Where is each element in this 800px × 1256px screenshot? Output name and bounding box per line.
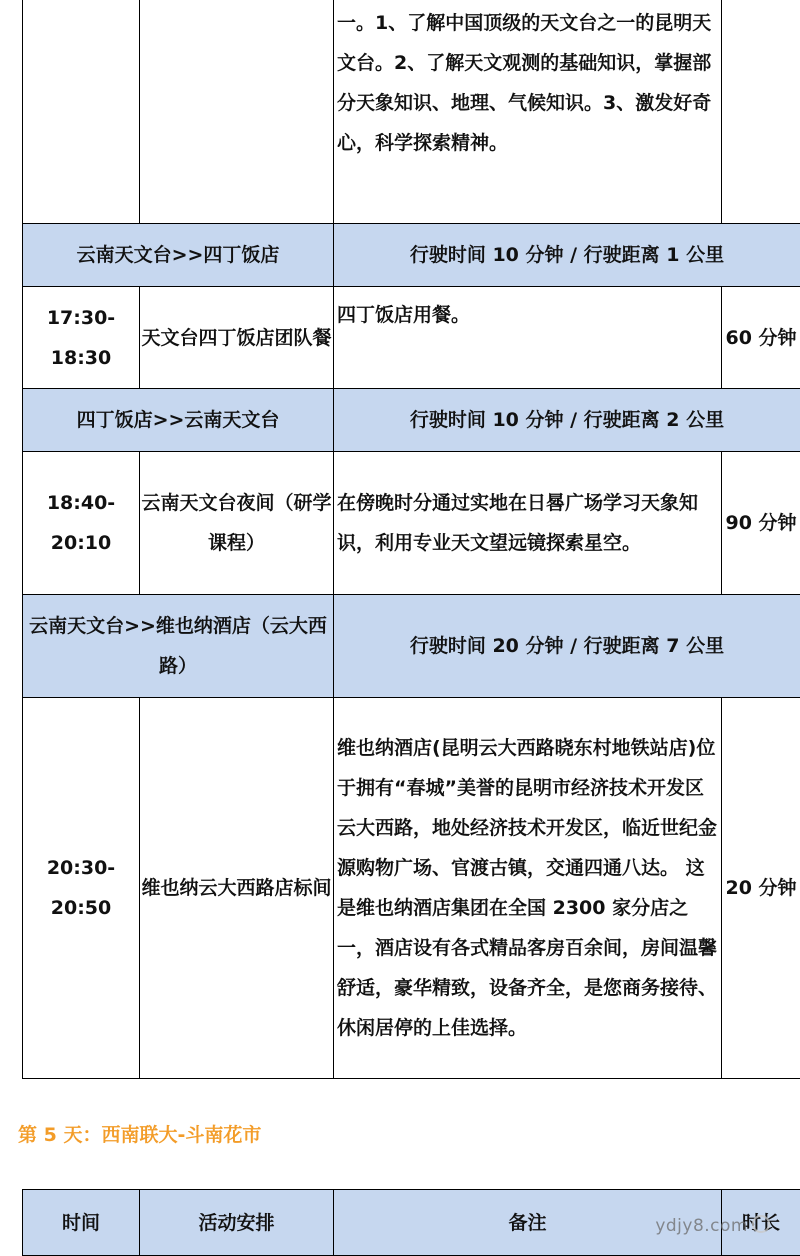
time-cell: 17:30-18:30 <box>23 287 140 389</box>
table-row <box>23 452 800 595</box>
activity-cell: 天文台四丁饭店团队餐 <box>140 287 334 389</box>
activity-cell: 云南天文台夜间（研学课程） <box>140 452 334 595</box>
header-time: 时间 <box>23 1190 140 1256</box>
duration-cell: 90 分钟 <box>722 452 800 595</box>
watermark <box>655 1215 770 1236</box>
transfer-info: 行驶时间 10 分钟 / 行驶距离 1 公里 <box>334 224 800 287</box>
table-row <box>23 287 800 389</box>
duration-cell <box>722 0 800 224</box>
transfer-row <box>23 595 800 698</box>
header-notes: 备注 <box>334 1190 722 1256</box>
table-row <box>23 698 800 1079</box>
header-duration: 时长 <box>722 1190 800 1256</box>
activity-cell: 维也纳云大西路店标间 <box>140 698 334 1079</box>
time-cell: 18:40-20:10 <box>23 452 140 595</box>
itinerary-table <box>22 0 800 1079</box>
transfer-info: 行驶时间 20 分钟 / 行驶距离 7 公里 <box>334 595 800 698</box>
activity-cell <box>140 0 334 224</box>
time-cell: 20:30-20:50 <box>23 698 140 1079</box>
watermark-text: ydjy8.com <box>655 1216 748 1236</box>
globe-icon <box>752 1215 770 1233</box>
transfer-route: 四丁饭店>>云南天文台 <box>23 389 334 452</box>
notes-cell: 四丁饭店用餐。 <box>334 287 722 389</box>
duration-cell: 20 分钟 <box>722 698 800 1079</box>
table-row <box>23 0 800 224</box>
transfer-route: 云南天文台>>四丁饭店 <box>23 224 334 287</box>
header-activity: 活动安排 <box>140 1190 334 1256</box>
duration-cell: 60 分钟 <box>722 287 800 389</box>
transfer-row <box>23 389 800 452</box>
notes-cell: 维也纳酒店(昆明云大西路晓东村地铁站店)位于拥有“春城”美誉的昆明市经济技术开发区云大西路，地处经济技术开发区，临近世纪金源购物广场、官渡古镇，交通四通八达。 这是维也纳酒店集团在全国 2300 家分店之一，酒店设有各式精品客房百余间，房间温馨舒适，豪华精致，设备齐全，是您商务接待、休闲居停的上佳选择。 <box>334 698 722 1079</box>
transfer-info: 行驶时间 10 分钟 / 行驶距离 2 公里 <box>334 389 800 452</box>
transfer-route: 云南天文台>>维也纳酒店（云大西路） <box>23 595 334 698</box>
notes-cell: 一。1、了解中国顶级的天文台之一的昆明天文台。2、了解天文观测的基础知识，掌握部分天象知识、地理、气候知识。3、激发好奇心，科学探索精神。 <box>334 0 722 224</box>
notes-cell: 在傍晚时分通过实地在日晷广场学习天象知识，利用专业天文望远镜探索星空。 <box>334 452 722 595</box>
time-cell <box>23 0 140 224</box>
day-title: 第 5 天：西南联大-斗南花市 <box>18 1118 261 1152</box>
transfer-row <box>23 224 800 287</box>
